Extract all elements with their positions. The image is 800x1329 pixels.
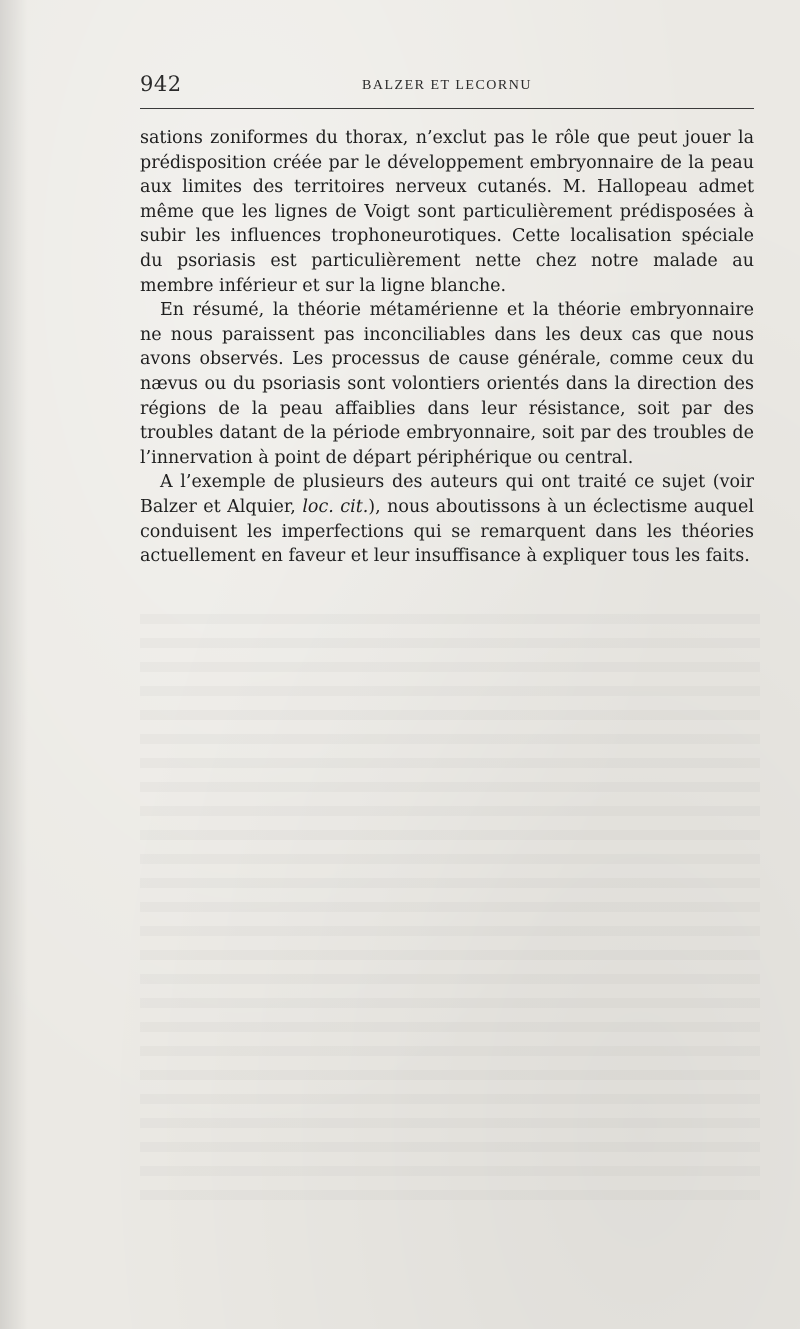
paragraph-exemple-text-end: ), nous aboutissons à un éclectisme auquel conduisent les imperfections qui se remarquent dans les théories actuellement en faveur et leur insuffisance à expliquer tous les faits. bbox=[140, 496, 754, 567]
paragraph-en-resume: En résumé, la théorie métamérienne et la théorie embryonnaire ne nous paraissent pas inconciliables dans les deux cas que nous avons observés. Les processus de cause générale, comme ceux du nævus ou du psoriasis sont volontiers orientés dans la direction des régions de la peau affaiblies dans leur résistance, soit par des troubles datant de la période embryonnaire, soit par des troubles de l’innervation à point de départ périphérique ou central. bbox=[140, 300, 754, 468]
citation-loc-cit: loc. cit. bbox=[302, 496, 369, 517]
header-rule bbox=[140, 108, 754, 109]
running-head: BALZER ET LECORNU bbox=[362, 78, 532, 93]
body-text bbox=[140, 126, 754, 569]
page-header bbox=[140, 70, 754, 110]
page-number: 942 bbox=[140, 72, 182, 96]
show-through-texture bbox=[140, 600, 760, 1200]
paragraph-exemple bbox=[140, 470, 754, 568]
paragraph-continuation: sations zoniformes du thorax, n’exclut pas le rôle que peut jouer la prédisposition créée par le développement embryonnaire de la peau aux limites des territoires nerveux cutanés. M. Hallopeau admet même que les lignes de Voigt sont particulièrement prédisposées à subir les influences trophoneurotiques. Cette localisation spéciale du psoriasis est particulièrement nette chez notre malade au membre inférieur et sur la ligne blanche. bbox=[140, 128, 754, 296]
paragraph-exemple-text-start: A l’exemple de plusieurs des auteurs qui ont traité ce sujet (voir Balzer et Alquier, bbox=[140, 472, 754, 517]
